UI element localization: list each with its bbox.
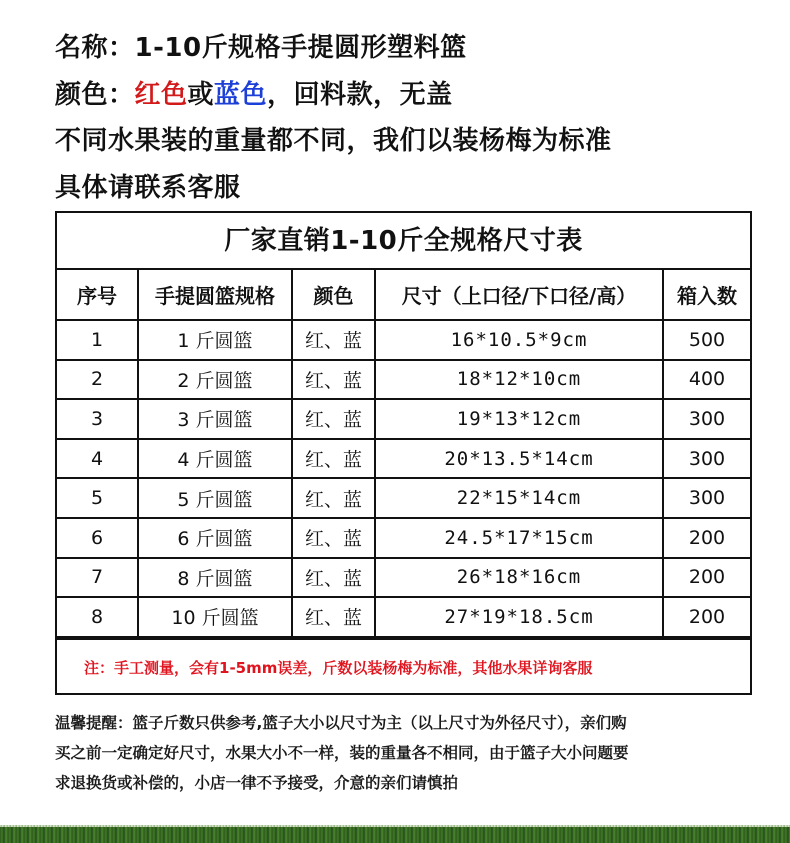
color-rest-text: ，回料款，无盖	[267, 79, 453, 110]
table-row	[57, 478, 750, 518]
cell-qty: 400	[663, 360, 750, 400]
cell-color: 红、蓝	[292, 478, 375, 518]
cell-qty: 300	[663, 439, 750, 479]
cell-spec: 1 斤圆篮	[138, 320, 292, 360]
cell-spec: 8 斤圆篮	[138, 558, 292, 598]
cell-no: 6	[57, 518, 138, 558]
intro-name-line	[55, 30, 775, 77]
cell-color: 红、蓝	[292, 360, 375, 400]
table-header-row	[57, 270, 750, 320]
table-row	[57, 360, 750, 400]
color-red-text: 红色	[134, 79, 188, 110]
cell-spec: 6 斤圆篮	[138, 518, 292, 558]
cell-color: 红、蓝	[292, 518, 375, 558]
header-size: 尺寸（上口径/下口径/高）	[375, 270, 663, 320]
purchase-reminder	[55, 708, 755, 798]
reminder-line-1: 温馨提醒：篮子斤数只供参考,篮子大小以尺寸为主（以上尺寸为外径尺寸），亲们购	[55, 714, 627, 732]
reminder-line-3: 求退换货或补偿的，小店一律不予接受，介意的亲们请慎拍	[55, 774, 459, 792]
cell-color: 红、蓝	[292, 558, 375, 598]
size-table	[57, 270, 750, 638]
table-row	[57, 320, 750, 360]
cell-no: 5	[57, 478, 138, 518]
intro-weight-line: 不同水果装的重量都不同，我们以装杨梅为标准	[55, 126, 612, 156]
cell-color: 红、蓝	[292, 597, 375, 637]
cell-spec: 3 斤圆篮	[138, 399, 292, 439]
cell-color: 红、蓝	[292, 320, 375, 360]
table-row	[57, 399, 750, 439]
table-row	[57, 597, 750, 637]
cell-qty: 500	[663, 320, 750, 360]
cell-size: 16*10.5*9cm	[375, 320, 663, 360]
cell-spec: 2 斤圆篮	[138, 360, 292, 400]
cell-no: 1	[57, 320, 138, 360]
cell-size: 18*12*10cm	[375, 360, 663, 400]
cell-no: 8	[57, 597, 138, 637]
size-table-box	[55, 211, 752, 695]
cell-qty: 200	[663, 518, 750, 558]
table-row	[57, 439, 750, 479]
product-intro	[55, 30, 775, 216]
cell-spec: 4 斤圆篮	[138, 439, 292, 479]
name-value: 1-10斤规格手提圆形塑料篮	[134, 33, 467, 63]
cell-spec: 10 斤圆篮	[138, 597, 292, 637]
name-label: 名称：	[55, 33, 135, 63]
grass-border-decoration	[0, 827, 790, 843]
header-spec: 手提圆篮规格	[138, 270, 292, 320]
cell-size: 26*18*16cm	[375, 558, 663, 598]
cell-size: 27*19*18.5cm	[375, 597, 663, 637]
table-title: 厂家直销1-10斤全规格尺寸表	[57, 213, 750, 270]
reminder-line-2: 买之前一定确定好尺寸，水果大小不一样，装的重量各不相同，由于篮子大小问题要	[55, 744, 629, 762]
cell-color: 红、蓝	[292, 399, 375, 439]
cell-no: 3	[57, 399, 138, 439]
cell-color: 红、蓝	[292, 439, 375, 479]
header-no: 序号	[57, 270, 138, 320]
cell-size: 22*15*14cm	[375, 478, 663, 518]
table-body	[57, 320, 750, 637]
color-blue-text: 蓝色	[214, 79, 268, 110]
header-qty: 箱入数	[663, 270, 750, 320]
cell-spec: 5 斤圆篮	[138, 478, 292, 518]
cell-no: 2	[57, 360, 138, 400]
cell-size: 19*13*12cm	[375, 399, 663, 439]
cell-size: 20*13.5*14cm	[375, 439, 663, 479]
cell-qty: 200	[663, 558, 750, 598]
cell-no: 4	[57, 439, 138, 479]
intro-color-line	[55, 77, 775, 124]
color-or-text: 或	[187, 79, 215, 110]
cell-size: 24.5*17*15cm	[375, 518, 663, 558]
intro-contact-line: 具体请联系客服	[55, 172, 241, 203]
cell-qty: 200	[663, 597, 750, 637]
header-color: 颜色	[292, 270, 375, 320]
table-row	[57, 518, 750, 558]
cell-no: 7	[57, 558, 138, 598]
measurement-note: 注：手工测量，会有1-5mm误差，斤数以装杨梅为标准，其他水果详询客服	[57, 638, 750, 696]
table-row	[57, 558, 750, 598]
color-label: 颜色：	[55, 79, 135, 110]
cell-qty: 300	[663, 478, 750, 518]
cell-qty: 300	[663, 399, 750, 439]
